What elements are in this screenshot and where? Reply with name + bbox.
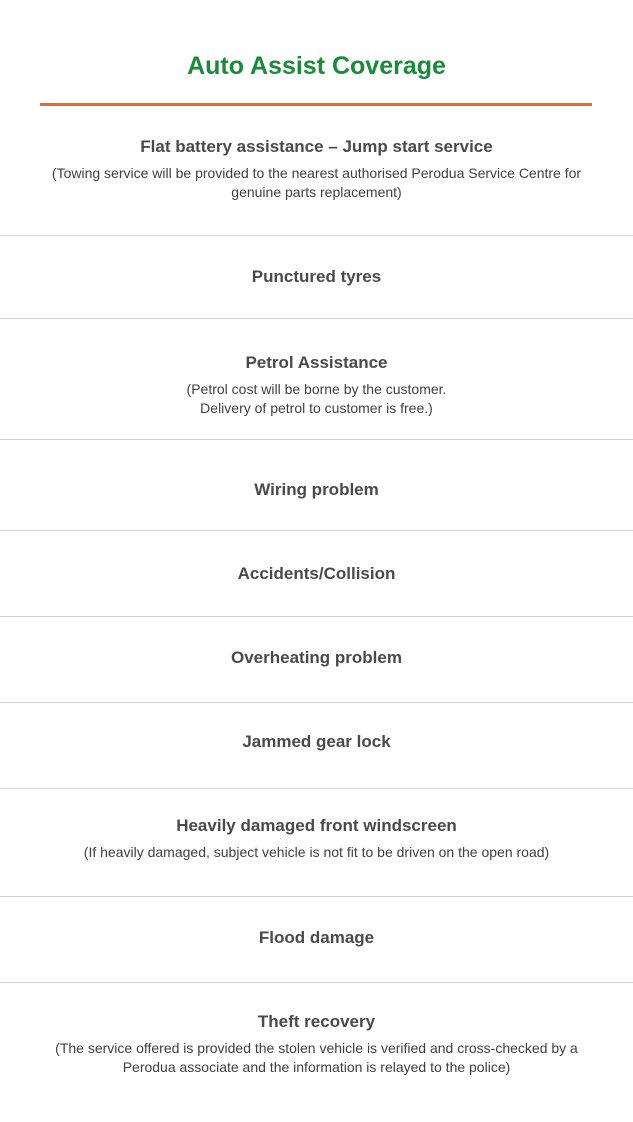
coverage-item-note: (If heavily damaged, subject vehicle is not fit to be driven on the open road)	[83, 844, 550, 860]
divider	[0, 702, 633, 703]
coverage-item-windscreen	[0, 815, 633, 862]
coverage-item-note: (Towing service will be provided to the nearest authorised Perodua Service Centre for genuine parts replacement)	[51, 165, 582, 200]
divider	[0, 530, 633, 531]
coverage-item-flood-damage	[0, 927, 633, 949]
coverage-item-punctured-tyres	[0, 266, 633, 288]
coverage-item-heading: Overheating problem	[231, 648, 402, 667]
divider	[0, 896, 633, 897]
coverage-item-heading: Accidents/Collision	[237, 564, 396, 583]
coverage-item-heading: Theft recovery	[257, 1012, 376, 1031]
divider	[0, 616, 633, 617]
coverage-item-theft-recovery	[0, 1011, 633, 1077]
title-underline	[40, 103, 592, 106]
coverage-item-note: (Petrol cost will be borne by the customer. Delivery of petrol to customer is free.)	[186, 381, 447, 416]
coverage-item-heading: Jammed gear lock	[242, 732, 391, 751]
coverage-item-heading: Flood damage	[258, 928, 375, 947]
coverage-item-accidents	[0, 563, 633, 585]
coverage-item-heading: Flat battery assistance – Jump start service	[140, 137, 493, 156]
coverage-item-heading: Punctured tyres	[251, 267, 382, 286]
coverage-item-note: (The service offered is provided the stolen vehicle is verified and cross-checked by a Perodua associate and the information is relayed to the police)	[55, 1040, 578, 1075]
coverage-item-petrol-assistance	[0, 352, 633, 418]
coverage-item-flat-battery	[0, 136, 633, 202]
coverage-item-overheating	[0, 647, 633, 669]
coverage-item-wiring-problem	[0, 479, 633, 501]
divider	[0, 982, 633, 983]
coverage-item-heading: Petrol Assistance	[245, 353, 388, 372]
divider	[0, 318, 633, 319]
coverage-item-heading: Heavily damaged front windscreen	[176, 816, 457, 835]
divider	[0, 439, 633, 440]
coverage-item-jammed-gear-lock	[0, 731, 633, 753]
coverage-item-heading: Wiring problem	[254, 480, 379, 499]
divider	[0, 788, 633, 789]
divider	[0, 235, 633, 236]
page-title: Auto Assist Coverage	[187, 52, 446, 80]
